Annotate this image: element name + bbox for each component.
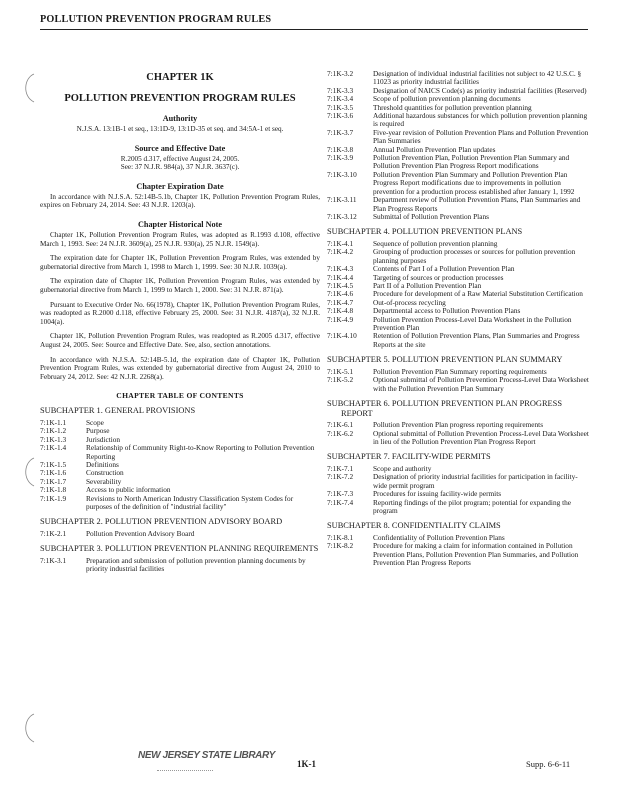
section-title: Grouping of production processes or sources for pollution prevention planning purposes bbox=[373, 247, 576, 265]
toc-entry bbox=[327, 248, 591, 265]
toc-entry bbox=[40, 495, 320, 512]
section-title: Jurisdiction bbox=[86, 434, 121, 444]
toc-entry bbox=[40, 444, 320, 461]
subchapter-heading: SUBCHAPTER 7. FACILITY-WIDE PERMITS bbox=[327, 452, 491, 462]
section-title: Additional hazardous substances for which pollution prevention planning is required bbox=[373, 111, 588, 129]
section-number: 7:1K-3.5 bbox=[327, 102, 354, 112]
section-title: Submittal of Pollution Prevention Plans bbox=[373, 211, 489, 221]
section-title: Retention of Pollution Prevention Plans, Plan Summaries and Progress Reports at the site bbox=[373, 331, 580, 349]
section-number: 7:1K-3.2 bbox=[327, 69, 354, 78]
stamp-underline bbox=[157, 770, 213, 774]
toc-entry bbox=[40, 461, 320, 469]
section-title: Contents of Part I of a Pollution Prevention Plan bbox=[373, 264, 515, 274]
section-title: Pollution Prevention Plan Summary and Pollution Prevention Plan Progress Report modifications due to improvements in pollution prevention for a production process established after January 1, 1992 bbox=[373, 169, 575, 196]
section-title: Pollution Prevention Advisory Board bbox=[86, 528, 195, 538]
chapter-title: CHAPTER 1K bbox=[146, 72, 214, 83]
toc-entry bbox=[327, 213, 591, 221]
section-number: 7:1K-1.5 bbox=[40, 459, 67, 469]
toc-entry bbox=[327, 376, 591, 393]
running-head: POLLUTION PREVENTION PROGRAM RULES bbox=[40, 14, 272, 25]
section-title: Revisions to North American Industry Classification System Codes for purposes of the definition of "industrial facility" bbox=[86, 493, 294, 511]
section-title: Relationship of Community Right-to-Know Reporting to Pollution Prevention Reporting bbox=[86, 443, 315, 461]
source-line: See: 37 N.J.R. 984(a), 37 N.J.R. 3637(c). bbox=[120, 163, 240, 172]
section-title: Procedures for issuing facility-wide permits bbox=[373, 489, 502, 499]
section-number: 7:1K-7.1 bbox=[327, 464, 354, 473]
toc-entry bbox=[40, 419, 320, 427]
toc-entry bbox=[327, 430, 591, 447]
section-title: Construction bbox=[86, 468, 124, 478]
section-number: 7:1K-4.5 bbox=[327, 280, 354, 290]
section-number: 7:1K-4.9 bbox=[327, 314, 354, 324]
section-number: 7:1K-6.1 bbox=[327, 420, 354, 430]
expiration-heading: Chapter Expiration Date bbox=[136, 181, 224, 191]
section-number: 7:1K-3.8 bbox=[327, 144, 354, 154]
section-number: 7:1K-4.1 bbox=[327, 238, 354, 248]
section-title: Procedure for development of a Raw Material Substitution Certification bbox=[373, 289, 583, 299]
section-number: 7:1K-3.1 bbox=[40, 555, 67, 565]
section-number: 7:1K-4.8 bbox=[327, 306, 354, 316]
section-number: 7:1K-7.3 bbox=[327, 489, 354, 499]
binder-hole-mark bbox=[20, 456, 40, 488]
section-title: Departmental access to Pollution Prevention Plans bbox=[373, 306, 521, 316]
history-paragraph: In accordance with N.J.S.A. 52:14B-5.1d, the expiration date of Chapter 1K, Pollution Prevention Program Rules, was extended by gubernatorial directive from August 24, 2010 to February 24, 2012. See: 42 N.J.R. 2268(a). bbox=[40, 355, 320, 381]
section-number: 7:1K-5.1 bbox=[327, 366, 354, 376]
section-title: Confidentiality of Pollution Prevention Plans bbox=[373, 533, 505, 543]
right-toc-continued bbox=[327, 70, 591, 221]
section-title: Part II of a Pollution Prevention Plan bbox=[373, 280, 482, 290]
section-number: 7:1K-3.7 bbox=[327, 127, 354, 137]
section-number: 7:1K-1.3 bbox=[40, 434, 67, 444]
section-number: 7:1K-4.3 bbox=[327, 264, 354, 274]
history-paragraph: Chapter 1K, Pollution Prevention Program Rules, was readopted as R.2005 d.317, effective August 24, 2005. See: Source and Effective Date. See, also, section annotations. bbox=[40, 332, 320, 349]
subchapter-heading: SUBCHAPTER 8. CONFIDENTIALITY CLAIMS bbox=[327, 521, 501, 531]
section-number: 7:1K-5.2 bbox=[327, 375, 354, 385]
left-toc-list bbox=[40, 406, 320, 573]
toc-entry bbox=[327, 499, 591, 516]
toc-entry bbox=[40, 478, 320, 486]
section-title: Preparation and submission of pollution prevention planning documents by priority industrial facilities bbox=[86, 555, 306, 574]
authority-text: N.J.S.A. 13:1B-1 et seq., 13:1D-9, 13:1D-35 et seq. and 34:5A-1 et seq. bbox=[76, 125, 284, 133]
section-number: 7:1K-4.2 bbox=[327, 247, 354, 257]
toc-entry bbox=[327, 112, 591, 129]
section-title: Targeting of sources or production processes bbox=[373, 272, 504, 282]
section-title: Threshold quantities for pollution prevention planning bbox=[373, 102, 532, 112]
section-title: Procedure for making a claim for information contained in Pollution Prevention Plans, Pollution Prevention Plan Summaries, and Pollution Prevention Plan Progress Reports bbox=[373, 541, 579, 568]
binder-hole-mark bbox=[20, 712, 40, 744]
section-title: Scope bbox=[86, 417, 104, 427]
section-title: Five-year revision of Pollution Prevention Plans and Pollution Prevention Plan Summaries bbox=[373, 127, 589, 146]
section-title: Designation of priority industrial facilities for participation in facility-wide permit program bbox=[373, 472, 578, 490]
section-title: Pollution Prevention Plan, Pollution Prevention Plan Summary and Pollution Prevention Plan Progress Report modifications bbox=[373, 153, 570, 171]
toc-entry bbox=[327, 196, 591, 213]
section-number: 7:1K-4.10 bbox=[327, 331, 357, 341]
toc-entry bbox=[327, 316, 591, 333]
history-paragraph: Pursuant to Executive Order No. 66(1978), Chapter 1K, Pollution Prevention Program Rules, was readopted as R.2000 d.118, effective February 25, 2000. See: 31 N.J.R. 4187(a), 32 N.J.R. 1004(a). bbox=[40, 300, 320, 326]
section-number: 7:1K-1.7 bbox=[40, 476, 67, 486]
section-title: Out-of-process recycling bbox=[373, 297, 446, 307]
subchapter-heading: SUBCHAPTER 5. POLLUTION PREVENTION PLAN SUMMARY bbox=[327, 355, 563, 365]
subchapter-heading: SUBCHAPTER 3. POLLUTION PREVENTION PLANNING REQUIREMENTS bbox=[40, 544, 319, 554]
section-number: 7:1K-1.2 bbox=[40, 426, 67, 436]
section-number: 7:1K-1.9 bbox=[40, 493, 67, 503]
subchapter-heading: SUBCHAPTER 1. GENERAL PROVISIONS bbox=[40, 406, 196, 416]
supplement-date: Supp. 6-6-11 bbox=[526, 759, 571, 769]
toc-entry bbox=[327, 70, 591, 87]
section-number: 7:1K-8.1 bbox=[327, 533, 354, 543]
toc-entry bbox=[327, 473, 591, 490]
section-title: Pollution Prevention Plan Summary reporting requirements bbox=[373, 366, 547, 376]
section-number: 7:1K-3.4 bbox=[327, 94, 354, 104]
toc-entry bbox=[327, 129, 591, 146]
history-paragraph: The expiration date for Chapter 1K, Pollution Prevention Program Rules, was extended by gubernatorial directive from March 1, 1998 to March 1, 1999. See: 30 N.J.R. 1039(a). bbox=[40, 254, 320, 271]
toc-entry bbox=[327, 171, 591, 196]
toc-entry bbox=[327, 154, 591, 171]
section-number: 7:1K-4.7 bbox=[327, 297, 354, 307]
section-number: 7:1K-2.1 bbox=[40, 528, 67, 538]
section-title: Annual Pollution Prevention Plan updates bbox=[373, 144, 496, 154]
section-number: 7:1K-1.1 bbox=[40, 417, 67, 427]
section-number: 7:1K-4.6 bbox=[327, 289, 354, 299]
toc-entry bbox=[327, 290, 591, 298]
toc-entry bbox=[40, 469, 320, 477]
page-number: 1K-1 bbox=[297, 759, 316, 769]
source-heading: Source and Effective Date bbox=[134, 143, 226, 153]
section-title: Sequence of pollution prevention planning bbox=[373, 238, 498, 248]
section-title: Designation of NAICS Code(s) as priority industrial facilities (Reserved) bbox=[373, 85, 587, 95]
section-number: 7:1K-7.4 bbox=[327, 497, 354, 507]
section-number: 7:1K-3.6 bbox=[327, 111, 354, 121]
toc-entry bbox=[40, 557, 320, 574]
history-paragraph: Chapter 1K, Pollution Prevention Program Rules, was adopted as R.1993 d.108, effective March 1, 1993. See: 24 N.J.R. 3609(a), 25 N.J.R. 930(a), 25 N.J.R. 1549(a). bbox=[40, 230, 320, 248]
section-number: 7:1K-3.9 bbox=[327, 153, 354, 163]
subchapter-heading: SUBCHAPTER 6. POLLUTION PREVENTION PLAN PROGRESS REPORT bbox=[327, 399, 562, 418]
section-number: 7:1K-6.2 bbox=[327, 428, 354, 438]
section-title: Definitions bbox=[86, 459, 119, 469]
section-number: 7:1K-8.2 bbox=[327, 541, 354, 551]
section-title: Reporting findings of the pilot program; potential for expanding the program bbox=[373, 497, 571, 516]
section-number: 7:1K-3.11 bbox=[327, 195, 357, 205]
header-rule bbox=[40, 29, 588, 30]
section-title: Optional submittal of Pollution Prevention Process-Level Data Worksheet in lieu of the Pollution Prevention Plan Progress Report bbox=[373, 428, 589, 446]
left-column bbox=[40, 70, 320, 574]
section-number: 7:1K-3.12 bbox=[327, 211, 357, 221]
section-title: Severability bbox=[86, 476, 122, 486]
section-title: Designation of individual industrial facilities not subject to 42 U.S.C. § 11023 as priority industrial facilities bbox=[373, 69, 582, 87]
section-number: 7:1K-1.6 bbox=[40, 468, 67, 478]
chapter-subtitle: POLLUTION PREVENTION PROGRAM RULES bbox=[64, 93, 296, 104]
expiration-text: In accordance with N.J.S.A. 52:14B-5.1b, Chapter 1K, Pollution Prevention Program Rules, expires on February 24, 2014. See: 43 N.J.R. 1203(a). bbox=[40, 192, 320, 210]
toc-heading: CHAPTER TABLE OF CONTENTS bbox=[116, 391, 244, 401]
section-number: 7:1K-7.2 bbox=[327, 472, 354, 482]
source-line: R.2005 d.317, effective August 24, 2005. bbox=[120, 154, 240, 163]
section-title: Purpose bbox=[86, 426, 110, 436]
toc-entry bbox=[327, 332, 591, 349]
history-heading: Chapter Historical Note bbox=[138, 219, 222, 229]
section-title: Pollution Prevention Process-Level Data Worksheet in the Pollution Prevention Plan bbox=[373, 314, 572, 332]
section-title: Pollution Prevention Plan progress reporting requirements bbox=[373, 420, 544, 430]
section-number: 7:1K-1.4 bbox=[40, 443, 67, 453]
section-number: 7:1K-3.10 bbox=[327, 169, 357, 179]
section-title: Scope of pollution prevention planning documents bbox=[373, 94, 521, 104]
section-number: 7:1K-3.3 bbox=[327, 85, 354, 95]
subchapter-heading: SUBCHAPTER 2. POLLUTION PREVENTION ADVISORY BOARD bbox=[40, 517, 283, 527]
authority-heading: Authority bbox=[162, 114, 198, 123]
toc-entry bbox=[327, 542, 591, 567]
right-column bbox=[327, 70, 591, 568]
toc-entry bbox=[40, 427, 320, 435]
section-number: 7:1K-4.4 bbox=[327, 272, 354, 282]
right-toc-list bbox=[327, 227, 591, 567]
section-title: Access to public information bbox=[86, 485, 171, 495]
section-title: Scope and authority bbox=[373, 464, 432, 473]
history-paragraph: The expiration date of Chapter 1K, Pollution Prevention Program Rules, was extended by gubernatorial directive from March 1, 1999 to March 1, 2000. See: 31 N.J.R. 871(a). bbox=[40, 277, 320, 294]
subchapter-heading: SUBCHAPTER 4. POLLUTION PREVENTION PLANS bbox=[327, 227, 523, 237]
library-stamp: NEW JERSEY STATE LIBRARY bbox=[138, 750, 275, 761]
binder-hole-mark bbox=[20, 72, 40, 104]
section-number: 7:1K-1.8 bbox=[40, 485, 67, 495]
section-title: Department review of Pollution Prevention Plans, Plan Summaries and Plan Progress Reports bbox=[373, 195, 581, 213]
section-title: Optional submittal of Pollution Prevention Process-Level Data Worksheet with the Pollution Prevention Plan Summary bbox=[373, 375, 589, 393]
toc-entry bbox=[40, 530, 320, 538]
